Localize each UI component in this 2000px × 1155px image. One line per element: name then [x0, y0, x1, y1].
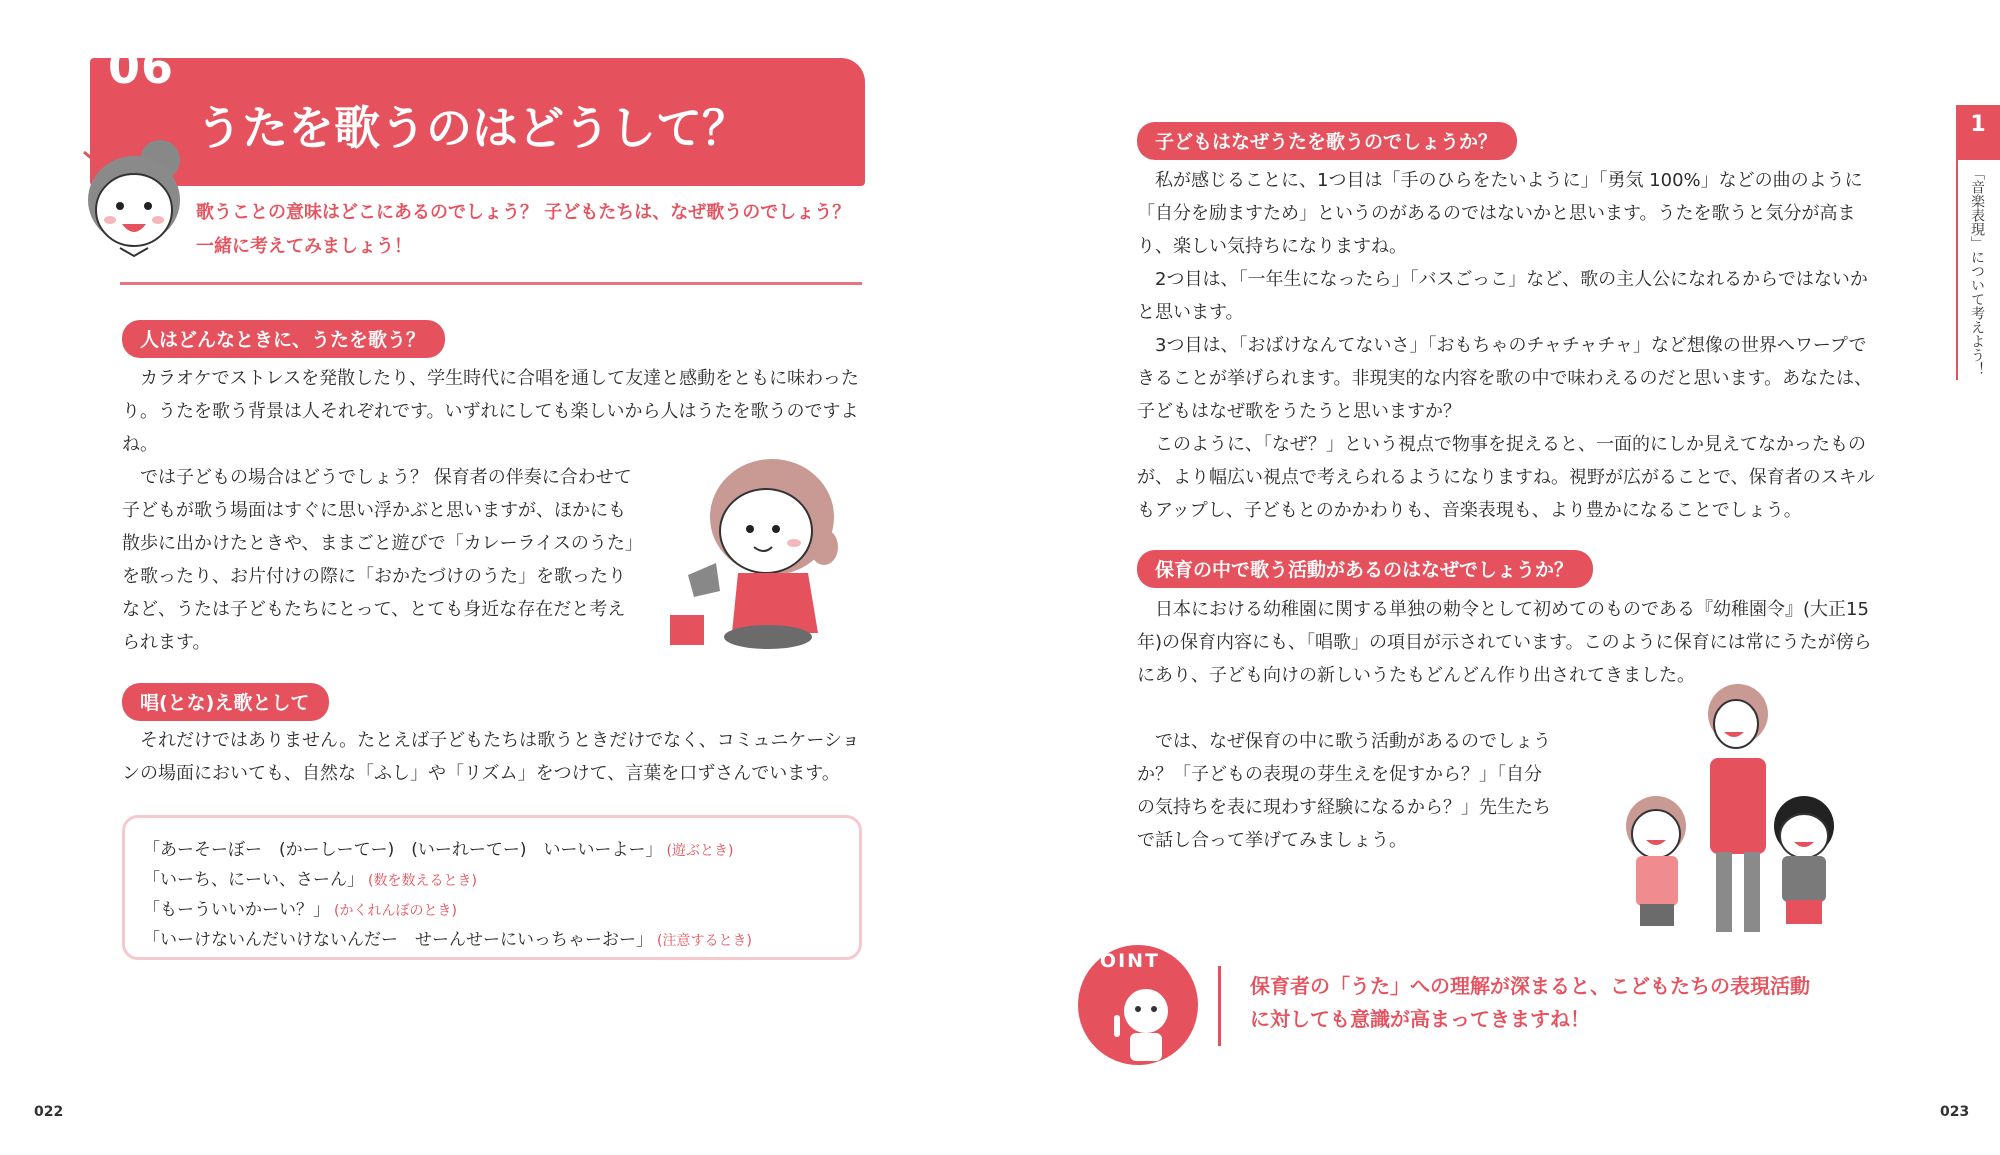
point-label: POINT: [1084, 950, 1161, 972]
point-text: [1250, 970, 1910, 1036]
paragraph: 3つ目は、「おばけなんてないさ」「おもちゃのチャチャチャ」など想像の世界へワープできることが挙げられます。非現実的な内容を歌の中で味わえるのだと思います。あなたは、子どもはなぜ歌をうたうと思いますか？: [1137, 335, 1873, 422]
paragraph: 2つ目は、「一年生になったら」「バスごっこ」など、歌の主人公になれるからではないかと思います。: [1137, 269, 1868, 323]
teacher-mascot-illustration: [72, 130, 192, 265]
legs: [724, 625, 812, 649]
collar: [120, 248, 148, 256]
lyric-note: (かくれんぼのとき): [334, 903, 457, 919]
teacher-with-children-illustration: [1600, 680, 1850, 950]
point-line: 保育者の「うた」への理解が深まると、こどもたちの表現活動: [1250, 974, 1810, 998]
point-bracket: [1218, 966, 1233, 1046]
teacher-apron: [1710, 758, 1766, 854]
girl-playing-blocks-illustration: [668, 455, 858, 650]
face: [1124, 989, 1168, 1033]
lyric-line: [143, 926, 841, 956]
eye: [772, 525, 780, 533]
intro-line: 歌うことの意味はどこにあるのでしょう？ 子どもたちは、なぜ歌うのでしょう？: [196, 202, 851, 223]
side-tab-label: 「音楽表現」について考えよう！: [1969, 166, 1985, 376]
eye: [116, 202, 124, 210]
lyric-line: [143, 896, 841, 926]
paragraph: それだけではありません。たとえば子どもたちは歌うときだけでなく、コミュニケーションの場面においても、自然な「ふし」や「リズム」をつけて、言葉を口ずさんでいます。: [122, 730, 860, 784]
lyric-line: [143, 866, 841, 896]
sparkle-line: [102, 138, 106, 152]
section-heading: 人はどんなときに、うたを歌う？: [122, 320, 445, 358]
boy-face: [1780, 814, 1828, 858]
lyric-text: 「もーういいかーい？」: [143, 900, 330, 920]
paragraph: では子どもの場合はどうでしょう？ 保育者の伴奏に合わせて子どもが歌う場面はすぐに思い浮かぶと思いますが、ほかにも散歩に出かけたときや、ままごと遊びで「カレーライスのうた」を歌ったり、お片付けの際に「おかたづけのうた」を歌ったりなど、うたは子どもたちにとって、とても身近な存在だと考えられます。: [122, 467, 634, 653]
lyric-text: 「いーけないんだいけないんだー せーんせーにいっちゃーおー」: [143, 930, 653, 950]
paragraph: 私が感じることに、1つ目は「手のひらをたいように」「勇気 100%」などの曲のように「自分を励ますため」というのがあるのではないかと思います。うたを歌うと気分が高まり、楽しい気持ちになりますね。: [1137, 170, 1863, 257]
eye: [1151, 1006, 1157, 1012]
lyrics-box: [122, 815, 862, 960]
lyric-line: [143, 836, 841, 866]
paragraph: 日本における幼稚園に関する単独の勅令として初めてのものである『幼稚園令』(大正15年)の保育内容にも、「唱歌」の項目が示されています。このように保育には常にうたが傍らにあり、子ども向けの新しいうたもどんどん作り出されてきました。: [1137, 599, 1872, 686]
lyric-note: (遊ぶとき): [666, 843, 734, 859]
ponytail: [810, 529, 838, 565]
cheek: [787, 539, 801, 547]
point-line: に対しても意識が高まってきますね！: [1250, 1007, 1590, 1031]
cheek: [152, 216, 164, 224]
apron: [1130, 1033, 1162, 1061]
pointing-finger: [1114, 1015, 1120, 1037]
paragraph: このように、「なぜ？」という視点で物事を捉えると、一面的にしか見えてなかったものが、より幅広い視点で考えられるようになりますね。視野が広がることで、保育者のスキルもアップし、子どもとのかかわりも、音楽表現も、より豊かになることでしょう。: [1137, 434, 1875, 521]
teacher-pointing-icon: [1108, 985, 1178, 1065]
red-block: [670, 615, 704, 645]
page-title: うたを歌うのはどうして？: [196, 101, 748, 155]
header-divider: [120, 282, 862, 285]
gray-block: [688, 563, 720, 597]
section-heading: 子どもはなぜうたを歌うのでしょうか？: [1137, 122, 1517, 160]
girl-shirt: [1636, 856, 1678, 906]
section-heading: 保育の中で歌う活動があるのはなぜでしょうか？: [1137, 550, 1593, 588]
girl-face: [1632, 810, 1680, 858]
lyric-text: 「いーち、にーい、さーん」: [143, 870, 364, 890]
cheek: [104, 216, 116, 224]
page-number-left: 022: [34, 1104, 64, 1120]
sparkle-line: [84, 152, 96, 162]
teacher-face: [1714, 700, 1758, 748]
eye: [1135, 1006, 1141, 1012]
intro-text: [196, 196, 876, 264]
side-tab-line: [1956, 160, 1958, 380]
page-number-right: 023: [1940, 1104, 1970, 1120]
paragraph: では、なぜ保育の中に歌う活動があるのでしょうか？「子どもの表現の芽生えを促すから？」「自分の気持ちを表に現わす経験になるから？」先生たちで話し合って挙げてみましょう。: [1137, 731, 1551, 851]
dress: [732, 573, 818, 633]
eye: [144, 202, 152, 210]
face: [720, 489, 812, 573]
paragraph: カラオケでストレスを発散したり、学生時代に合唱を通して友達と感動をともに味わったり。うたを歌う背景は人それぞれです。いずれにしても楽しいから人はうたを歌うのですよね。: [122, 368, 859, 455]
chapter-number: 06: [108, 40, 175, 94]
teacher-leg: [1744, 852, 1760, 932]
section-heading: 唱(とな)え歌として: [122, 683, 329, 721]
teacher-leg: [1716, 852, 1732, 932]
eye: [746, 525, 754, 533]
boy-shirt: [1782, 856, 1826, 902]
girl-shorts: [1640, 904, 1674, 926]
lyric-note: (注意するとき): [657, 933, 752, 949]
lyric-note: (数を数えるとき): [368, 873, 477, 889]
face: [96, 174, 172, 246]
intro-line: 一緒に考えてみましょう！: [196, 236, 412, 257]
side-tab-number: 1: [1970, 112, 1986, 137]
lyric-text: 「あーそーぼー (かーしーてー) (いーれーてー) いーいーよー」: [143, 840, 663, 860]
boy-shorts: [1786, 900, 1822, 924]
